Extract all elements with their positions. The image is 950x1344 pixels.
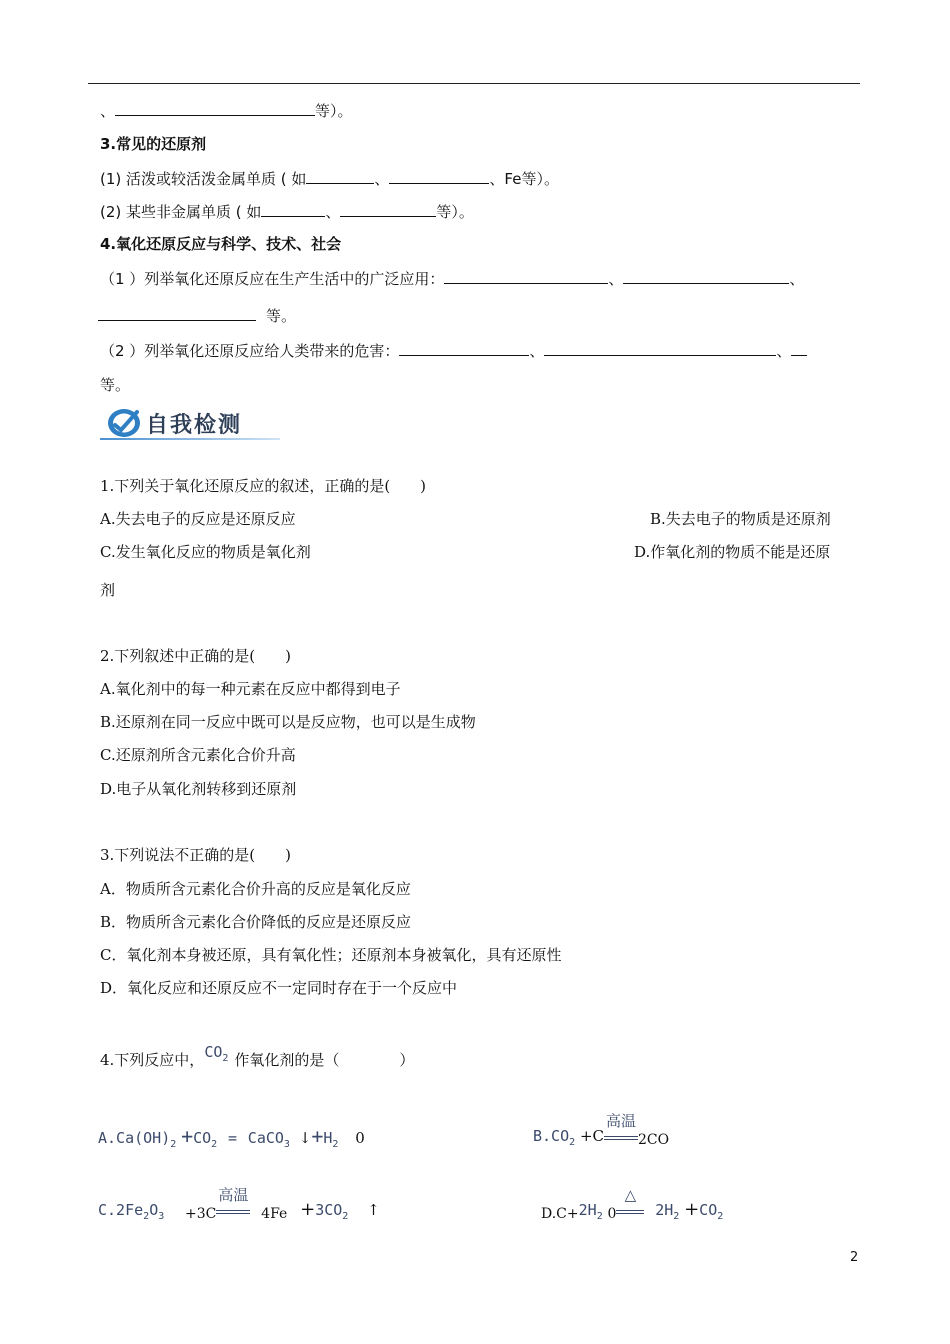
q2-option-d: D.电子从氧化剂转移到还原剂 (100, 780, 297, 798)
plus-sign: + (311, 1124, 324, 1148)
q1-option-c: C.发生氧化反应的物质是氧化剂 (100, 543, 311, 561)
reaction-arrow (216, 1186, 250, 1221)
plus-sign: + (684, 1199, 700, 1220)
q3-option-d: D．氧化反应和还原反应不一定同时存在于一个反应中 (100, 979, 458, 997)
q1-option-a: A.失去电子的反应是还原反应 (100, 510, 296, 528)
fill-blank (306, 168, 374, 184)
condition-label: △ (624, 1186, 637, 1204)
q2-option-b: B.还原剂在同一反应中既可以是反应物，也可以是生成物 (100, 713, 476, 731)
q1-option-b: B.失去电子的物质是还原剂 (650, 510, 831, 528)
fill-blank (389, 168, 489, 184)
separator: 、 (374, 170, 390, 188)
formula-text: CO (204, 1043, 223, 1061)
q3-option-c: C．氧化剂本身被还原，具有氧化性；还原剂本身被氧化，具有还原性 (100, 946, 562, 964)
formula-text: +C (579, 1127, 604, 1145)
section-4-item-2-end: 等。 (100, 376, 131, 394)
separator: 、 (789, 270, 805, 288)
item-text: （1 ）列举氧化还原反应在生产生活中的广泛应用： (100, 270, 445, 288)
item-text: 、Fe等）。 (489, 170, 559, 188)
section-3-item-1 (100, 168, 559, 189)
formula-text: H (323, 1129, 333, 1147)
formula-text: +3C (185, 1206, 217, 1222)
q2-option-a: A.氧化剂中的每一种元素在反应中都得到电子 (100, 680, 401, 698)
q1-option-d-cont: 剂 (100, 581, 116, 599)
banner-underline (100, 438, 280, 440)
formula-text: 2H (655, 1201, 674, 1219)
item-text: (2) 某些非金属单质 ( 如 (100, 203, 262, 221)
up-arrow: ↑ (367, 1201, 380, 1219)
fill-blank (340, 201, 436, 217)
equals-sign: = (227, 1129, 238, 1147)
formula-text: 2H (578, 1201, 597, 1219)
q4-option-a: $A.Ca(OH)_2 +CO_2$ = CaCO$_3$ $↓+H_2$ 0 (98, 1124, 365, 1150)
section-4-title: 4.氧化还原反应与科学、技术、社会 (100, 235, 342, 253)
condition-label: 高温 (605, 1112, 636, 1130)
plus-sign: + (300, 1199, 316, 1220)
header-continuation (100, 100, 353, 121)
q1-stem: 1.下列关于氧化还原反应的叙述，正确的是( ) (100, 477, 427, 495)
q1-option-d: D.作氧化剂的物质不能是还原 (634, 543, 831, 561)
fill-blank (115, 100, 315, 116)
q4-option-c: $C.2Fe_2O_3 +3C$ 高温 $4Fe +3CO_2$ ↑ (98, 1186, 380, 1222)
condition-label: 高温 (218, 1186, 249, 1204)
item-end: 等。 (266, 307, 297, 325)
formula-text: B.CO (533, 1127, 570, 1145)
q3-stem: 3.下列说法不正确的是( ) (100, 846, 292, 864)
down-arrow: ↓ (298, 1129, 312, 1147)
text-prefix: 、 (100, 102, 116, 120)
formula-text: CO (193, 1129, 212, 1147)
separator: 、 (325, 203, 341, 221)
fill-blank (261, 201, 325, 217)
plus-sign: + (181, 1124, 194, 1148)
pen-check-icon (104, 404, 144, 440)
co2-formula: $CO_2$ (204, 1043, 229, 1064)
q2-option-c: C.还原剂所含元素化合价升高 (100, 746, 296, 764)
formula-text: CaCO (247, 1129, 284, 1147)
fill-blank (98, 305, 256, 321)
q4-option-b: $B.CO_2 +C$ 高温 2CO (533, 1112, 670, 1148)
formula-text: D.C+ (541, 1206, 579, 1222)
item-text: （2 ）列举氧化还原反应给人类带来的危害： (100, 342, 400, 360)
reaction-arrow (616, 1186, 644, 1221)
section-3-title: 3.常见的还原剂 (100, 135, 207, 153)
section-4-item-2 (100, 340, 807, 361)
fill-blank (791, 340, 807, 356)
separator: 、 (529, 342, 545, 360)
q2-stem: 2.下列叙述中正确的是( ) (100, 647, 292, 665)
fill-blank (623, 268, 789, 284)
formula-text: O (149, 1201, 159, 1219)
formula-text: C.2Fe (98, 1201, 144, 1219)
formula-text: 0 (607, 1206, 617, 1222)
text-suffix: 等）。 (315, 102, 353, 120)
fill-blank (544, 340, 776, 356)
reaction-arrow (604, 1112, 638, 1147)
formula-text: 4Fe (261, 1206, 288, 1222)
formula-text: 2CO (637, 1132, 670, 1148)
q4-stem (100, 1043, 415, 1077)
stem-text: 4.下列反应中， (100, 1051, 205, 1069)
section-4-item-1-cont (98, 305, 296, 326)
page-number: 2 (850, 1250, 859, 1265)
banner-title: 自我检测 (146, 413, 243, 438)
formula-text: 0 (355, 1129, 365, 1147)
section-3-item-2 (100, 201, 474, 222)
item-text: (1) 活泼或较活泼金属单质 ( 如 (100, 170, 307, 188)
fill-blank (444, 268, 608, 284)
stem-text: 作氧化剂的是（ ） (234, 1051, 415, 1069)
separator: 、 (776, 342, 792, 360)
self-check-banner (100, 404, 280, 440)
q4-option-d: $D.C+2H_2$ 0 △ $2H_2 +CO_2$ (541, 1186, 724, 1222)
q3-option-b: B．物质所含元素化合价降低的反应是还原反应 (100, 913, 412, 931)
header-rule (88, 83, 860, 84)
formula-text: A.Ca(OH) (98, 1129, 171, 1147)
section-4-item-1 (100, 268, 804, 289)
formula-text: CO (699, 1201, 718, 1219)
formula-text: 3CO (315, 1201, 343, 1219)
item-text: 等）。 (436, 203, 474, 221)
fill-blank (399, 340, 529, 356)
separator: 、 (608, 270, 624, 288)
q3-option-a: A．物质所含元素化合价升高的反应是氧化反应 (100, 880, 411, 898)
